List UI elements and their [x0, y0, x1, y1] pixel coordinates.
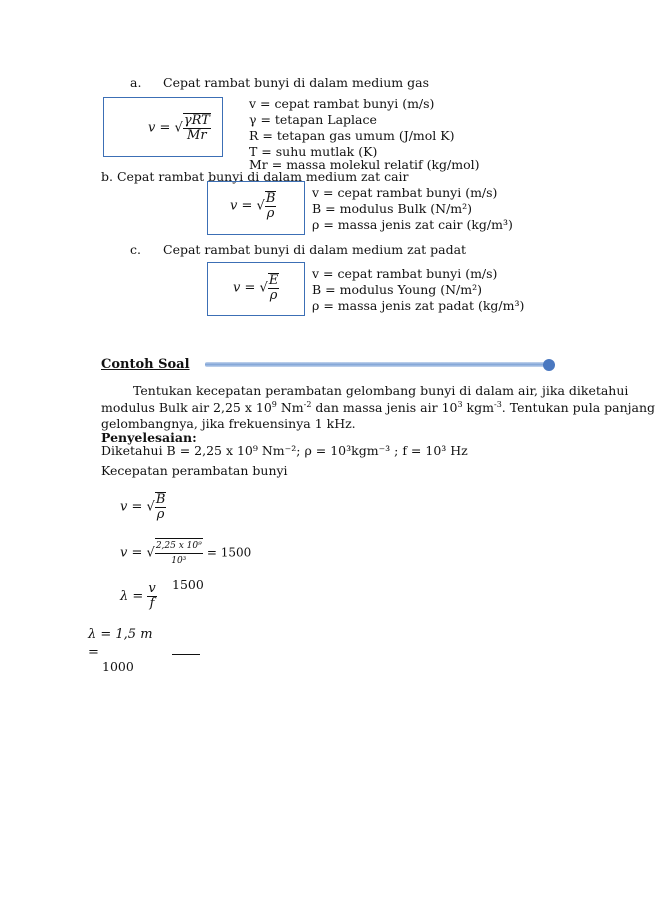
problem-line-2-part: Nm [276, 400, 304, 415]
section-c-label: c. [130, 242, 141, 257]
legend-gas-item: v = cepat rambat bunyi (m/s) [249, 96, 435, 111]
formula-gas: v = √ $\frac{\text{γRT}}{Mr}$ [148, 113, 210, 143]
problem-line-3: gelombangnya, jika frekuensinya 1 kHz. [101, 416, 356, 431]
equation-4-result: λ = 1,5 m [88, 627, 153, 642]
legend-solid-item: ρ = massa jenis zat padat (kg/m³) [312, 298, 525, 313]
formula-solid-den: ρ [269, 288, 278, 303]
equation-3-value: 1500 [172, 577, 204, 592]
legend-solid-item: v = cepat rambat bunyi (m/s) [312, 266, 498, 281]
section-b-title: b. Cepat rambat bunyi di dalam medium zat cair [101, 169, 409, 184]
formula-solid-num: E [268, 273, 279, 288]
speed-label: Kecepatan perambatan bunyi [101, 463, 288, 478]
equation-2-num: 2,25 x 10⁹ [155, 539, 203, 554]
formula-liquid: v = √ $\frac{B}{\rho}$ [230, 191, 276, 221]
formula-liquid-den: ρ [266, 206, 275, 221]
equation-4-fraction-bar [172, 654, 200, 655]
problem-line-2-part: modulus Bulk air 2,25 x 10 [101, 400, 272, 415]
equation-1: v = √ $\frac{B}{\rho}$ [120, 492, 166, 522]
problem-line-2-sup: 9 [271, 399, 277, 409]
equation-2-den: 10³ [171, 556, 187, 566]
legend-gas-item: R = tetapan gas umum (J/mol K) [249, 128, 455, 143]
formula-gas-fraction [183, 113, 211, 143]
formula-solid-fraction [268, 273, 280, 303]
heading-divider [205, 362, 547, 367]
legend-solid-item: B = modulus Young (N/m²) [312, 282, 483, 297]
equation-3-fraction [147, 582, 156, 611]
problem-line-2-sup: 3 [457, 399, 463, 409]
formula-gas-num: γRT [183, 113, 210, 128]
equation-1-lhs: v = [120, 499, 143, 515]
problem-line-2-part: kgm [462, 400, 494, 415]
problem-line-2-sup: -3 [493, 399, 502, 409]
equation-3-den: f [149, 596, 155, 611]
formula-liquid-num: B [265, 191, 276, 206]
equation-2-result: = 1500 [206, 545, 252, 560]
formula-solid: v = √ $\frac{E}{\rho}$ [233, 273, 279, 303]
problem-line-2-part: . Tentukan pula panjang [501, 400, 655, 415]
equation-4-denominator: 1000 [102, 659, 134, 674]
divider-end-dot [543, 359, 555, 371]
legend-gas-item: T = suhu mutlak (K) [249, 144, 378, 159]
equation-3-lhs: λ = [120, 589, 144, 604]
section-a-label: a. [130, 75, 142, 90]
equation-2-fraction [155, 538, 203, 568]
formula-solid-lhs: v = [233, 280, 256, 296]
solution-label: Penyelesaian: [101, 430, 197, 445]
formula-liquid-fraction [265, 191, 277, 221]
problem-line-2-part: dan massa jenis air 10 [311, 400, 458, 415]
legend-gas-item: Mr = massa molekul relatif (kg/mol) [249, 157, 480, 172]
problem-line-2-sup: -2 [303, 399, 312, 409]
equation-2: v = √ $\frac{\text{2,25 x 10⁹}}{\text{10³}}$ = 1500 [120, 538, 251, 568]
formula-gas-den: Mr [187, 128, 207, 143]
section-a-title: Cepat rambat bunyi di dalam medium gas [163, 75, 429, 90]
equation-4-equals: = [88, 645, 99, 660]
legend-liquid-item: ρ = massa jenis zat cair (kg/m³) [312, 217, 513, 232]
equation-3 [120, 582, 157, 611]
legend-gas-item: γ = tetapan Laplace [249, 112, 377, 127]
equation-1-fraction [155, 492, 167, 522]
problem-line-2 [101, 401, 655, 415]
equation-1-den: ρ [156, 507, 165, 522]
problem-line-1: Tentukan kecepatan perambatan gelombang bunyi di dalam air, jika diketahui [133, 383, 629, 398]
example-heading: Contoh Soal [101, 357, 190, 372]
equation-3-num: v [148, 581, 156, 596]
equation-1-num: B [155, 492, 166, 507]
known-values: Diketahui B = 2,25 x 10⁹ Nm⁻²; ρ = 10³kgm⁻³ ; f = 10³ Hz [101, 443, 468, 458]
section-c-title: Cepat rambat bunyi di dalam medium zat padat [163, 242, 467, 257]
legend-liquid-item: B = modulus Bulk (N/m²) [312, 201, 473, 216]
formula-liquid-lhs: v = [230, 198, 253, 214]
equation-2-lhs: v = [120, 545, 143, 561]
formula-gas-lhs: v = [148, 120, 171, 136]
legend-liquid-item: v = cepat rambat bunyi (m/s) [312, 185, 498, 200]
